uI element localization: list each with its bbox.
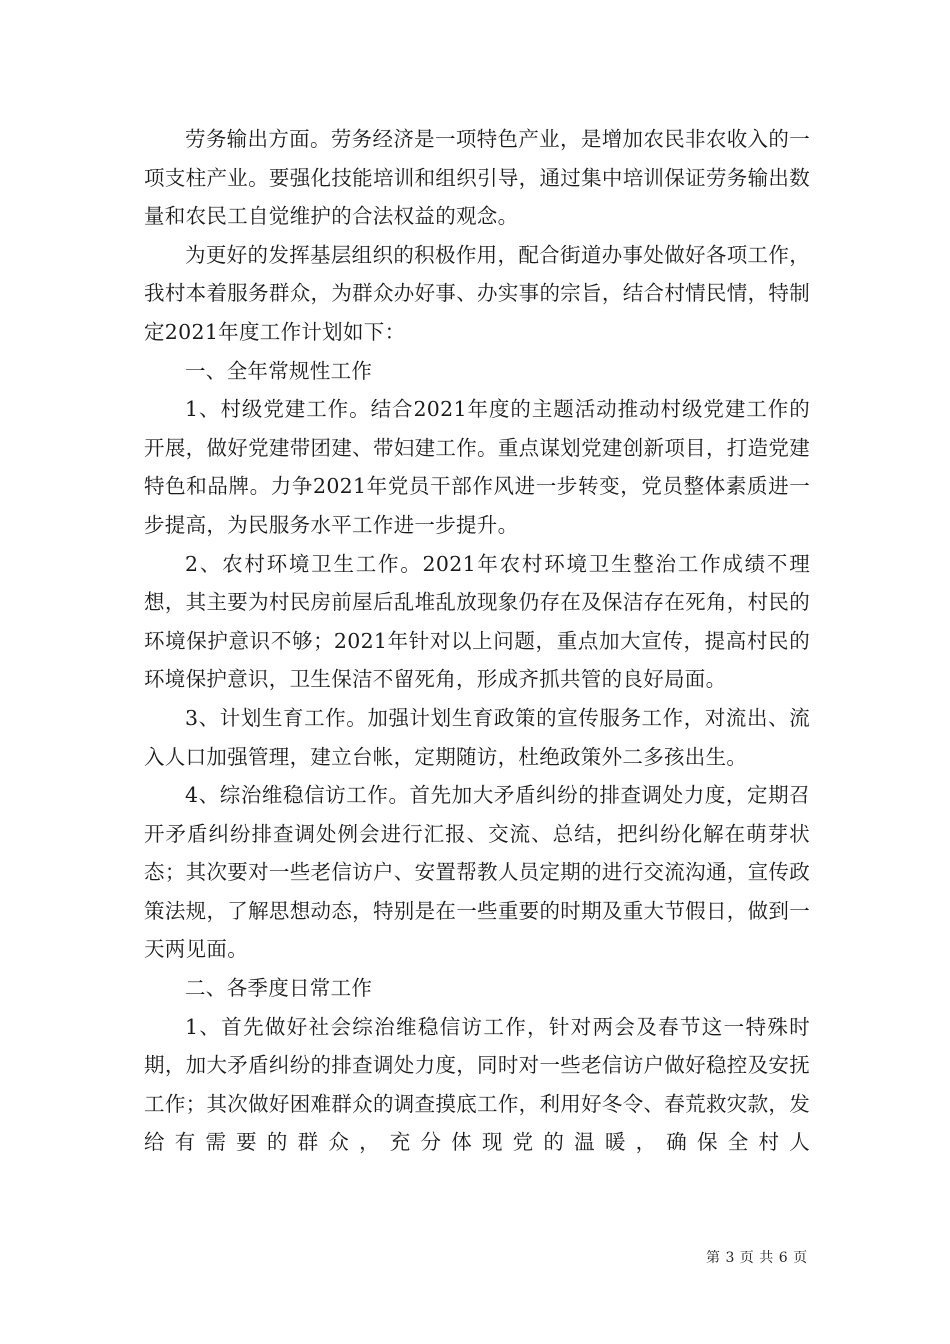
paragraph-environment-sanitation: 2、农村环境卫生工作。2021年农村环境卫生整治工作成绩不理想，其主要为村民房前屋后乱堆乱放现象仍存在及保洁存在死角，村民的环境保护意识不够；2021年针对以上问题，重点加大宣传，提高村民的环境保护意识，卫生保洁不留死角，形成齐抓共管的良好局面。 — [144, 551, 810, 692]
paragraph-stability-petition: 4、综治维稳信访工作。首先加大矛盾纠纷的排查调处力度，定期召开矛盾纠纷排查调处例会进行汇报、交流、总结，把纠纷化解在萌芽状态；其次要对一些老信访户、安置帮教人员定期的进行交流沟通，宣传政策法规，了解思想动态，特别是在一些重要的时期及重大节假日，做到一天两见面。 — [144, 783, 810, 962]
paragraph-party-building: 1、村级党建工作。结合2021年度的主题活动推动村级党建工作的开展，做好党建带团建、带妇建工作。重点谋划党建创新项目，打造党建特色和品牌。力争2021年党员干部作风进一步转变，党员整体素质进一步提高，为民服务水平工作进一步提升。 — [144, 397, 810, 537]
page-number-footer: 第 3 页 共 6 页 — [706, 1250, 808, 1266]
paragraph-quarterly-item-1: 1、首先做好社会综治维稳信访工作，针对两会及春节这一特殊时期，加大矛盾纠纷的排查调处力度，同时对一些老信访户做好稳控及安抚工作；其次做好困难群众的调查摸底工作，利用好冬令、春荒救灾款，发给有需要的群众，充分体现党的温暖，确保全村人 — [144, 1014, 810, 1155]
heading-annual-routine-work: 一、全年常规性工作 — [185, 358, 373, 383]
paragraph-work-plan-intro: 为更好的发挥基层组织的积极作用，配合街道办事处做好各项工作，我村本着服务群众，为群众办好事、办实事的宗旨，结合村情民情，特制定2021年度工作计划如下： — [144, 242, 810, 344]
paragraph-family-planning: 3、计划生育工作。加强计划生育政策的宣传服务工作，对流出、流入人口加强管理，建立台帐，定期随访，杜绝政策外二多孩出生。 — [144, 705, 810, 769]
document-body — [144, 120, 810, 1162]
heading-quarterly-daily-work: 二、各季度日常工作 — [185, 976, 373, 1001]
paragraph-labor-export: 劳务输出方面。劳务经济是一项特色产业，是增加农民非农收入的一项支柱产业。要强化技能培训和组织引导，通过集中培训保证劳务输出数量和农民工自觉维护的合法权益的观念。 — [144, 127, 810, 229]
